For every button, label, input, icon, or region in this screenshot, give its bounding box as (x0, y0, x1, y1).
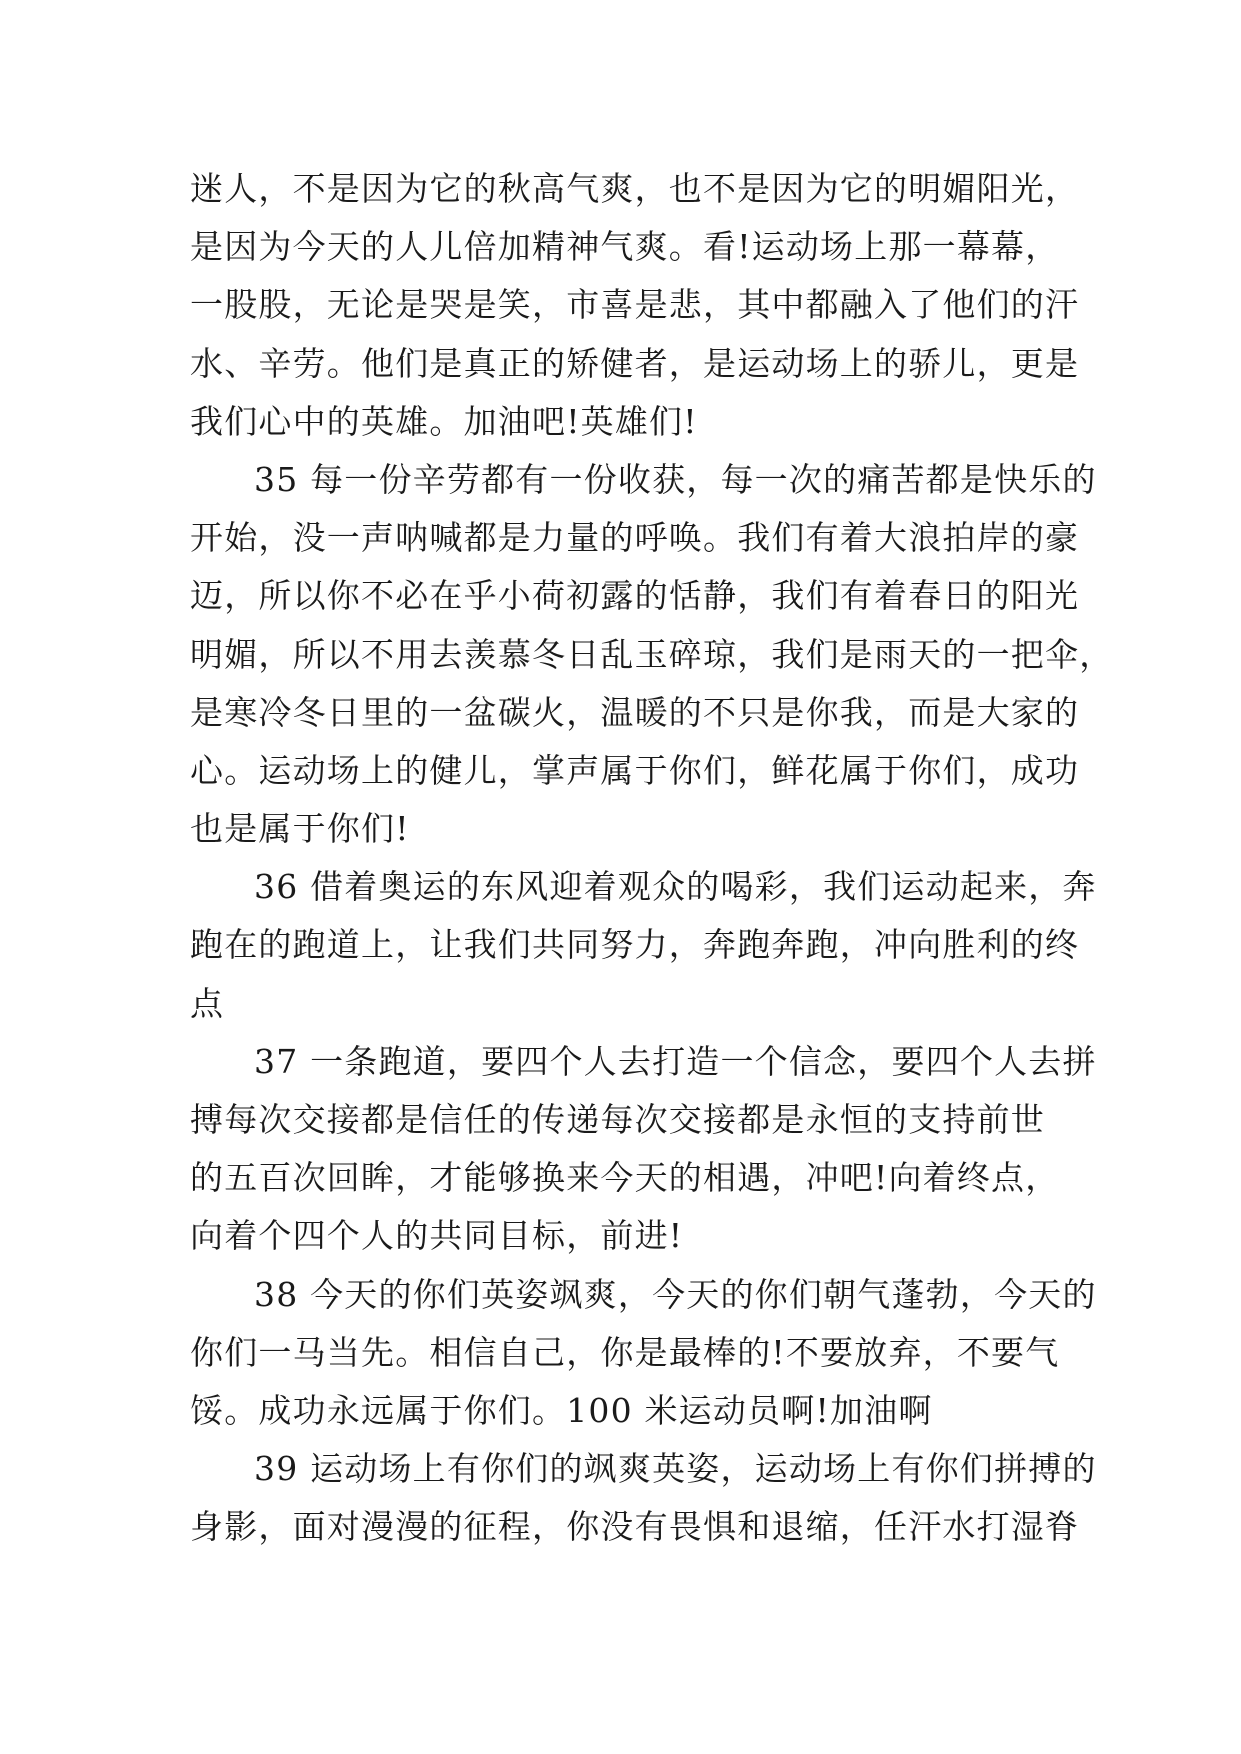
text-line: 是因为今天的人儿倍加精神气爽。看!运动场上那一幕幕， (190, 227, 1060, 267)
paragraph-start-line: 38 今天的你们英姿飒爽，今天的你们朝气蓬勃，今天的 (254, 1274, 1097, 1314)
text-line: 明媚，所以不用去羡慕冬日乱玉碎琼，我们是雨天的一把伞， (190, 634, 1114, 674)
body-text (190, 160, 1114, 1557)
text-line: 一股股，无论是哭是笑，市喜是悲，其中都融入了他们的汗 (190, 285, 1080, 325)
text-line: 搏每次交接都是信任的传递每次交接都是永恒的支持前世 (190, 1100, 1045, 1139)
text-line: 心。运动场上的健儿，掌声属于你们，鲜花属于你们，成功 (190, 750, 1080, 790)
text-line: 水、辛劳。他们是真正的矫健者，是运动场上的骄儿，更是 (190, 343, 1080, 383)
text-line: 的五百次回眸，才能够换来今天的相遇，冲吧!向着终点， (190, 1158, 1060, 1198)
text-line: 我们心中的英雄。加油吧!英雄们! (190, 401, 698, 441)
paragraph-start-line: 39 运动场上有你们的飒爽英姿，运动场上有你们拼搏的 (254, 1449, 1097, 1489)
text-line: 向着个四个人的共同目标，前进! (190, 1216, 684, 1256)
text-line: 你们一马当先。相信自己，你是最棒的!不要放弃，不要气 (190, 1332, 1060, 1372)
text-line: 身影，面对漫漫的征程，你没有畏惧和退缩，任汗水打湿脊 (190, 1507, 1080, 1547)
text-line: 跑在的跑道上，让我们共同努力，奔跑奔跑，冲向胜利的终 (190, 925, 1080, 965)
text-line: 迷人，不是因为它的秋高气爽，也不是因为它的明媚阳光， (190, 169, 1080, 208)
text-line: 迈，所以你不必在乎小荷初露的恬静，我们有着春日的阳光 (190, 576, 1080, 616)
text-line: 馁。成功永远属于你们。100 米运动员啊!加油啊 (190, 1390, 933, 1430)
text-line: 也是属于你们! (190, 809, 410, 849)
paragraph-start-line: 36 借着奥运的东风迎着观众的喝彩，我们运动起来，奔 (254, 867, 1097, 907)
paragraph-start-line: 37 一条跑道，要四个人去打造一个信念，要四个人去拼 (254, 1041, 1097, 1081)
paragraph-start-line: 35 每一份辛劳都有一份收获，每一次的痛苦都是快乐的 (254, 459, 1097, 499)
text-line: 是寒冷冬日里的一盆碳火，温暖的不只是你我，而是大家的 (190, 692, 1080, 732)
text-line: 开始，没一声呐喊都是力量的呼唤。我们有着大浪拍岸的豪 (190, 518, 1080, 558)
text-line: 点 (190, 983, 225, 1023)
